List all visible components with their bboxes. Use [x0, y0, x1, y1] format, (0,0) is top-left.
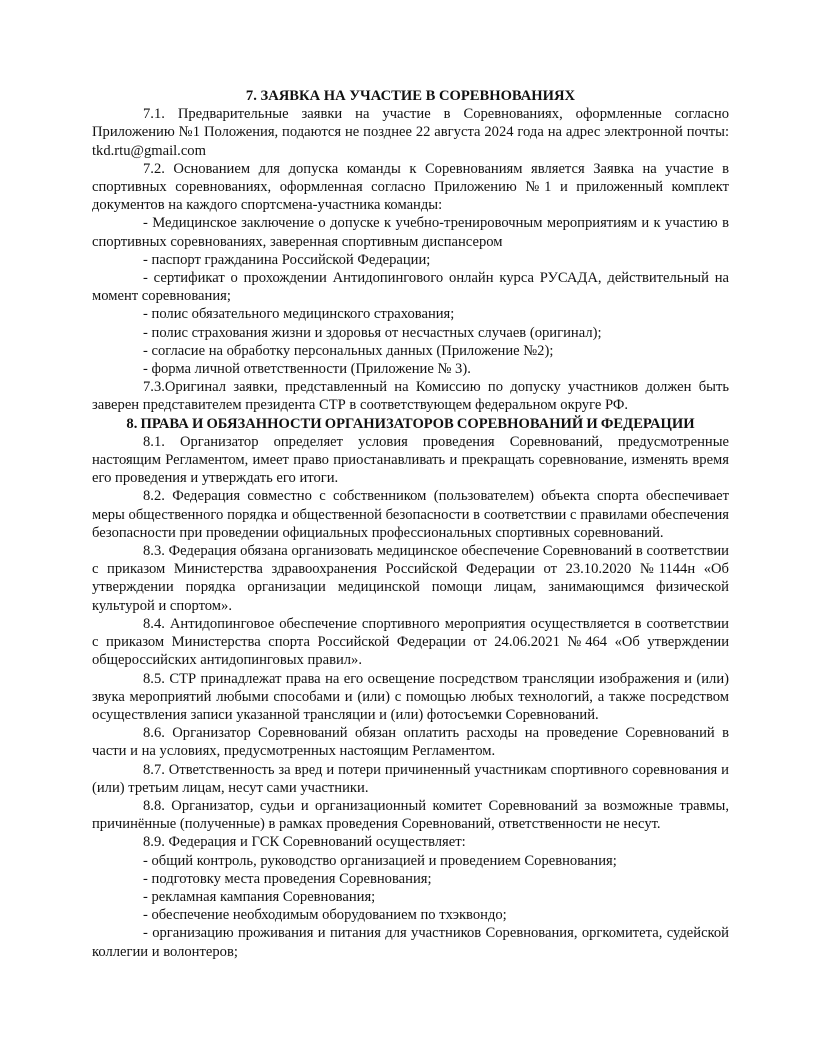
paragraph-8-4: 8.4. Антидопинговое обеспечение спортивного мероприятия осуществляется в соответствии с приказом Министерства спорта Российской Федерации от 24.06.2021 №464 «Об утверждении общероссийских антидопинговых правил». — [92, 615, 729, 669]
list-item-health-insurance: - полис обязательного медицинского страхования; — [143, 306, 455, 323]
paragraph-7-2: 7.2. Основанием для допуска команды к Соревнованиям является Заявка на участие в спортивных соревнованиях, оформленная согласно Приложению №1 и приложенный комплект документов на каждого спортсмена-участника команды: — [92, 160, 729, 214]
paragraph-8-8: 8.8. Организатор, судьи и организационный комитет Соревнований за возможные травмы, причинённые (полученные) в рамках проведения Соревнований, ответственности не несут. — [92, 797, 729, 833]
paragraph-8-1: 8.1. Организатор определяет условия проведения Соревнований, предусмотренные настоящим Регламентом, имеет право приостанавливать и прекращать соревнование, изменять время его проведения и утверждать его итоги. — [92, 433, 729, 487]
list-item-general-control: - общий контроль, руководство организацией и проведением Соревнования; — [143, 852, 617, 869]
paragraph-8-6: 8.6. Организатор Соревнований обязан оплатить расходы на проведение Соревнований в части и на условиях, предусмотренных настоящим Регламентом. — [92, 725, 729, 760]
list-item-life-insurance: - полис страхования жизни и здоровья от несчастных случаев (оригинал); — [143, 324, 602, 341]
list-item-personal-data-consent: - согласие на обработку персональных данных (Приложение №2); — [143, 342, 554, 359]
list-item-venue-preparation: - подготовку места проведения Соревнования; — [143, 870, 432, 887]
list-item-rusada-certificate: - сертификат о прохождении Антидопингового онлайн курса РУСАДА, действительный на момент соревнования; — [92, 270, 729, 305]
list-item-liability-form: - форма личной ответственности (Приложение № 3). — [143, 361, 471, 378]
section-7-title: 7. ЗАЯВКА НА УЧАСТИЕ В СОРЕВНОВАНИЯХ — [245, 88, 576, 104]
list-item-passport: - паспорт гражданина Российской Федерации; — [143, 251, 431, 268]
paragraph-8-5: 8.5. СТР принадлежат права на его освещение посредством трансляции изображения и (или) звука мероприятий любыми способами и (или) с помощью любых технологий, а также посредством осуществления записи указанной трансляции и (или) фотосъемки Соревнований. — [92, 670, 729, 723]
list-item-medical-certificate: - Медицинское заключение о допуске к учебно-тренировочным мероприятиям и к участию в спортивных соревнованиях, заверенная спортивным диспансером — [92, 215, 729, 250]
paragraph-7-1: 7.1. Предварительные заявки на участие в Соревнованиях, оформленные согласно Приложению №1 Положения, подаются не позднее 22 августа 2024 года на адрес электронной почты: tkd.rtu@gmail.com — [92, 106, 729, 159]
paragraph-8-2: 8.2. Федерация совместно с собственником (пользователем) объекта спорта обеспечивает меры общественного порядка и общественной безопасности в соответствии с правилами обеспечения безопасности при проведении официальных профессиональных спортивных соревнований. — [92, 488, 729, 541]
document-page — [92, 87, 729, 961]
list-item-equipment: - обеспечение необходимым оборудованием по тхэквондо; — [143, 907, 507, 924]
paragraph-7-3: 7.3.Оригинал заявки, представленный на Комиссию по допуску участников должен быть заверен представителем президента СТР в соответствующем федеральном округе РФ. — [92, 379, 729, 414]
list-item-ad-campaign: - рекламная кампания Соревнования; — [143, 888, 376, 905]
list-item-accommodation: - организацию проживания и питания для участников Соревнования, оргкомитета, судейской коллегии и волонтеров; — [92, 925, 729, 960]
paragraph-8-9: 8.9. Федерация и ГСК Соревнований осуществляет: — [143, 834, 466, 851]
section-8-title: 8. ПРАВА И ОБЯЗАННОСТИ ОРГАНИЗАТОРОВ СОРЕВНОВАНИЙ И ФЕДЕРАЦИИ — [126, 415, 695, 432]
paragraph-8-3: 8.3. Федерация обязана организовать медицинское обеспечение Соревнований в соответствии с приказом Министерства здравоохранения Российской Федерации от 23.10.2020 №1144н «Об утверждении порядка организации медицинской помощи лицам, занимающимся физической культурой и спортом». — [92, 543, 729, 614]
paragraph-8-7: 8.7. Ответственность за вред и потери причиненный участникам спортивного соревнования и (или) третьим лицам, несут сами участники. — [92, 761, 729, 796]
